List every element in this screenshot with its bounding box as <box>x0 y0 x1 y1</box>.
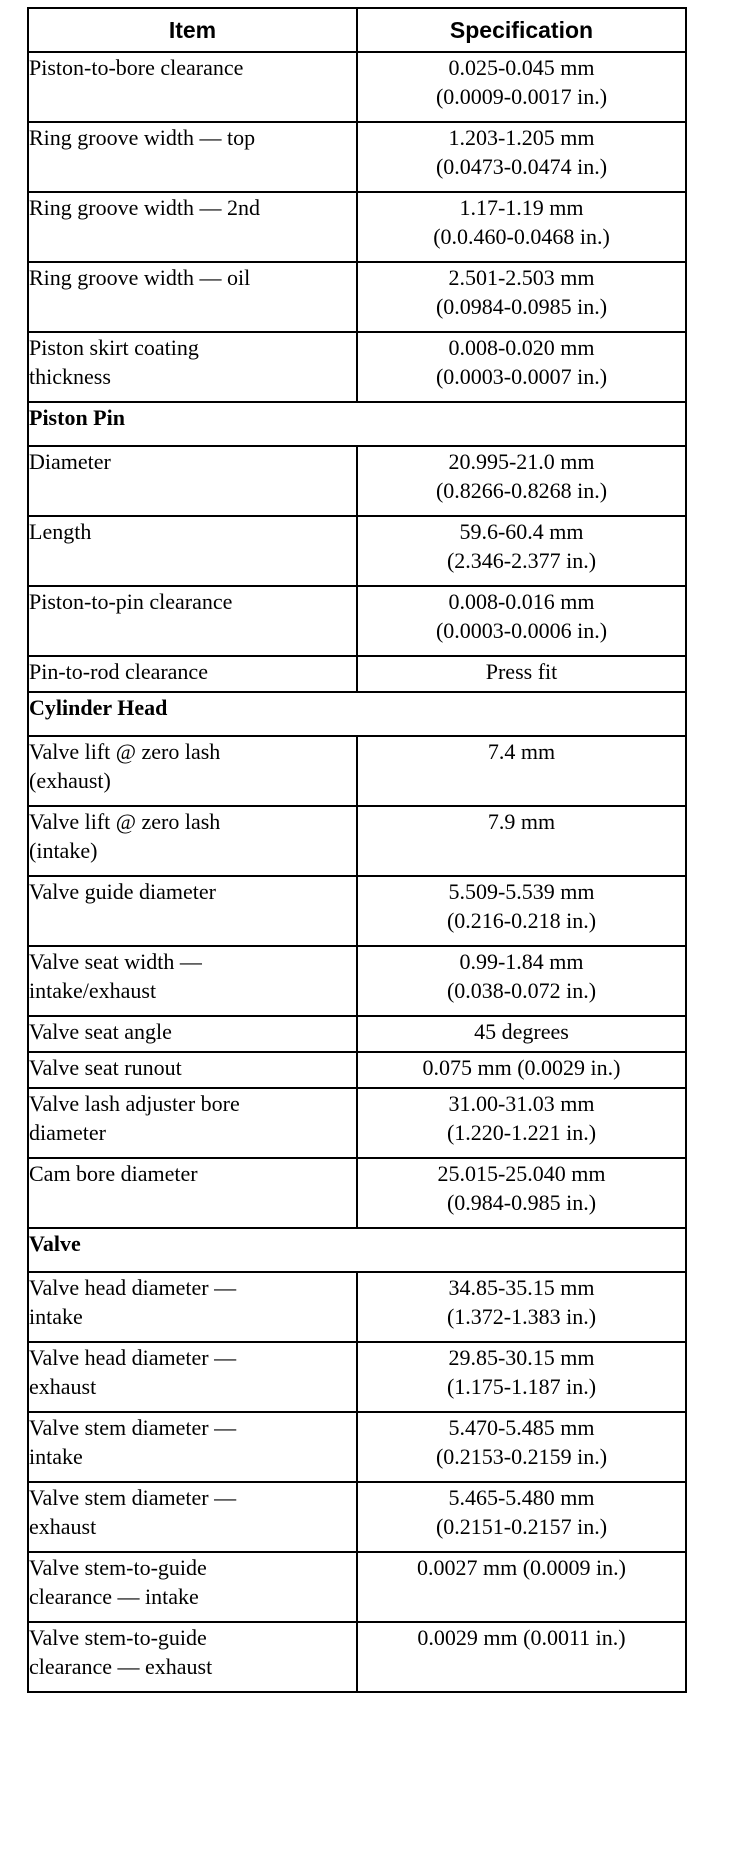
specification-text: 5.509-5.539 mm <box>448 879 595 904</box>
table-row <box>28 1088 686 1158</box>
specification-text: 34.85-35.15 mm <box>448 1275 595 1300</box>
item-cell <box>28 1016 357 1052</box>
specification-cell <box>357 1412 686 1482</box>
item-text: Valve seat runout <box>29 1055 182 1080</box>
specification-text: (0.0.460-0.0468 in.) <box>433 224 610 249</box>
table-row <box>28 446 686 516</box>
specification-cell <box>357 1088 686 1158</box>
item-cell <box>28 1088 357 1158</box>
section-title: Piston Pin <box>28 402 686 446</box>
specification-text: 0.008-0.016 mm <box>448 589 595 614</box>
specification-cell <box>357 1482 686 1552</box>
specification-cell <box>357 1552 686 1622</box>
item-cell <box>28 1622 357 1692</box>
item-text: intake/exhaust <box>29 978 157 1003</box>
item-text: intake <box>29 1444 83 1469</box>
specification-text: (0.0003-0.0007 in.) <box>435 364 608 389</box>
item-cell <box>28 1412 357 1482</box>
specification-cell <box>357 876 686 946</box>
specification-text: 2.501-2.503 mm <box>448 265 595 290</box>
table-row <box>28 1412 686 1482</box>
table-row <box>28 946 686 1016</box>
specification-cell <box>357 446 686 516</box>
specification-cell <box>357 262 686 332</box>
item-text: Valve lift @ zero lash <box>29 739 221 764</box>
specification-text: (1.372-1.383 in.) <box>446 1304 597 1329</box>
item-text: Valve seat angle <box>29 1019 172 1044</box>
specification-text: 45 degrees <box>474 1019 569 1044</box>
item-text: Piston-to-bore clearance <box>29 55 244 80</box>
item-text: thickness <box>29 364 111 389</box>
specification-text: 20.995-21.0 mm <box>448 449 595 474</box>
specification-table <box>27 7 687 1693</box>
section-title: Valve <box>28 1228 686 1272</box>
item-cell <box>28 656 357 692</box>
specification-text: (0.0984-0.0985 in.) <box>435 294 608 319</box>
item-cell <box>28 946 357 1016</box>
specification-text: (0.2151-0.2157 in.) <box>435 1514 608 1539</box>
section-header-row <box>28 692 686 736</box>
table-row <box>28 262 686 332</box>
table-row <box>28 1158 686 1228</box>
item-cell <box>28 516 357 586</box>
specification-text: 59.6-60.4 mm <box>459 519 584 544</box>
specification-text: 0.0027 mm (0.0009 in.) <box>417 1555 626 1580</box>
specification-text: 7.4 mm <box>487 739 556 764</box>
specification-text: (0.0009-0.0017 in.) <box>435 84 608 109</box>
item-cell <box>28 1158 357 1228</box>
item-cell <box>28 1482 357 1552</box>
specification-cell <box>357 1158 686 1228</box>
item-cell <box>28 806 357 876</box>
item-cell <box>28 736 357 806</box>
specification-text: 5.470-5.485 mm <box>448 1415 595 1440</box>
item-cell <box>28 1052 357 1088</box>
specification-text: (0.0003-0.0006 in.) <box>435 618 608 643</box>
item-text: Valve stem diameter — <box>29 1485 237 1510</box>
specification-text: 25.015-25.040 mm <box>437 1161 606 1186</box>
item-text: Ring groove width — oil <box>29 265 251 290</box>
specification-text: (1.175-1.187 in.) <box>446 1374 597 1399</box>
specification-cell <box>357 516 686 586</box>
specification-cell <box>357 122 686 192</box>
item-text: Piston skirt coating <box>29 335 199 360</box>
specification-text: 1.17-1.19 mm <box>459 195 584 220</box>
item-text: Valve stem-to-guide <box>29 1625 207 1650</box>
item-cell <box>28 446 357 516</box>
specification-text: (0.0473-0.0474 in.) <box>435 154 608 179</box>
section-title: Cylinder Head <box>28 692 686 736</box>
item-text: Valve lift @ zero lash <box>29 809 221 834</box>
section-header-row <box>28 402 686 446</box>
item-text: Ring groove width — top <box>29 125 256 150</box>
specification-text: (0.2153-0.2159 in.) <box>435 1444 608 1469</box>
table-row <box>28 516 686 586</box>
specification-cell <box>357 332 686 402</box>
item-cell <box>28 876 357 946</box>
table-body <box>28 52 686 1692</box>
item-text: Pin-to-rod clearance <box>29 659 208 684</box>
specification-text: Press fit <box>485 659 558 684</box>
item-text: Piston-to-pin clearance <box>29 589 233 614</box>
specification-text: (0.8266-0.8268 in.) <box>435 478 608 503</box>
item-text: Ring groove width — 2nd <box>29 195 260 220</box>
item-cell <box>28 122 357 192</box>
specification-text: 1.203-1.205 mm <box>448 125 595 150</box>
specification-text: 0.008-0.020 mm <box>448 335 595 360</box>
table-row <box>28 1016 686 1052</box>
item-cell <box>28 1342 357 1412</box>
specification-cell <box>357 192 686 262</box>
table-row <box>28 52 686 122</box>
table-row <box>28 736 686 806</box>
item-text: (exhaust) <box>29 768 111 793</box>
item-text: Valve guide diameter <box>29 879 216 904</box>
specification-cell <box>357 1342 686 1412</box>
specification-text: 0.99-1.84 mm <box>459 949 584 974</box>
item-cell <box>28 52 357 122</box>
table-row <box>28 656 686 692</box>
item-text: Valve stem diameter — <box>29 1415 237 1440</box>
table-row <box>28 1272 686 1342</box>
item-text: intake <box>29 1304 83 1329</box>
column-header-item: Item <box>28 8 357 52</box>
item-cell <box>28 332 357 402</box>
item-text: clearance — exhaust <box>29 1654 213 1679</box>
table-row <box>28 586 686 656</box>
column-header-specification: Specification <box>357 8 686 52</box>
specification-text: (0.984-0.985 in.) <box>446 1190 597 1215</box>
specification-cell <box>357 52 686 122</box>
specification-text: 29.85-30.15 mm <box>448 1345 595 1370</box>
item-text: exhaust <box>29 1514 97 1539</box>
item-text: (intake) <box>29 838 98 863</box>
specification-text: 31.00-31.03 mm <box>448 1091 595 1116</box>
table-row <box>28 332 686 402</box>
item-text: Valve head diameter — <box>29 1275 237 1300</box>
section-header-row <box>28 1228 686 1272</box>
specification-text: 5.465-5.480 mm <box>448 1485 595 1510</box>
table-row <box>28 876 686 946</box>
item-text: clearance — intake <box>29 1584 199 1609</box>
specification-text: 7.9 mm <box>487 809 556 834</box>
table-header-row <box>28 8 686 52</box>
specification-text: 0.025-0.045 mm <box>448 55 595 80</box>
specification-text: 0.075 mm (0.0029 in.) <box>422 1055 621 1080</box>
specification-cell <box>357 1016 686 1052</box>
specification-text: (0.216-0.218 in.) <box>446 908 597 933</box>
specification-cell <box>357 586 686 656</box>
table-row <box>28 1482 686 1552</box>
table-row <box>28 1552 686 1622</box>
specification-cell <box>357 1052 686 1088</box>
table-row <box>28 122 686 192</box>
item-cell <box>28 586 357 656</box>
specification-cell <box>357 806 686 876</box>
item-text: Valve lash adjuster bore <box>29 1091 240 1116</box>
table-row <box>28 1342 686 1412</box>
item-text: diameter <box>29 1120 106 1145</box>
specification-text: (2.346-2.377 in.) <box>446 548 597 573</box>
item-text: exhaust <box>29 1374 97 1399</box>
item-text: Valve stem-to-guide <box>29 1555 207 1580</box>
table-row <box>28 806 686 876</box>
item-text: Valve seat width — <box>29 949 202 974</box>
specification-cell <box>357 1272 686 1342</box>
table-row <box>28 192 686 262</box>
item-text: Valve head diameter — <box>29 1345 237 1370</box>
table-row <box>28 1622 686 1692</box>
specification-text: (1.220-1.221 in.) <box>446 1120 597 1145</box>
item-text: Diameter <box>29 449 111 474</box>
specification-text: (0.038-0.072 in.) <box>446 978 597 1003</box>
specification-cell <box>357 946 686 1016</box>
item-cell <box>28 192 357 262</box>
item-cell <box>28 1272 357 1342</box>
specification-cell <box>357 1622 686 1692</box>
item-text: Cam bore diameter <box>29 1161 198 1186</box>
item-text: Length <box>29 519 92 544</box>
table-row <box>28 1052 686 1088</box>
item-cell <box>28 262 357 332</box>
specification-cell <box>357 656 686 692</box>
item-cell <box>28 1552 357 1622</box>
specification-text: 0.0029 mm (0.0011 in.) <box>417 1625 626 1650</box>
specification-cell <box>357 736 686 806</box>
